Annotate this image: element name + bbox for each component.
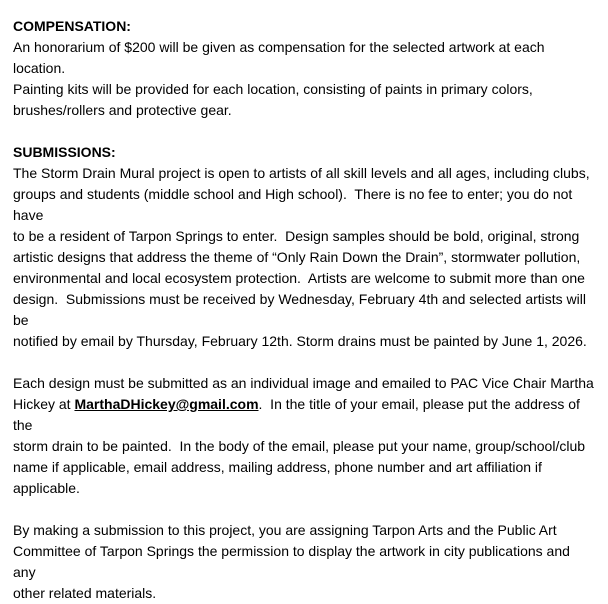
text-line: brushes/rollers and protective gear. — [13, 102, 232, 118]
submissions-heading: SUBMISSIONS: — [13, 144, 116, 160]
paragraph-spacer — [13, 352, 594, 373]
email-paragraph — [13, 373, 594, 499]
text-segment: Hickey at — [13, 396, 75, 412]
text-line: to be a resident of Tarpon Springs to enter. Design samples should be bold, original, strong — [13, 228, 580, 244]
text-line: Each design must be submitted as an individual image and emailed to PAC Vice Chair Martha — [13, 375, 594, 391]
paragraph-spacer — [13, 121, 594, 142]
text-line — [13, 394, 594, 436]
compensation-heading: COMPENSATION: — [13, 18, 131, 34]
compensation-paragraph — [13, 37, 594, 121]
text-line: The Storm Drain Mural project is open to artists of all skill levels and all ages, including clubs, — [13, 165, 590, 181]
text-line: By making a submission to this project, you are assigning Tarpon Arts and the Public Art — [13, 522, 557, 538]
text-line: groups and students (middle school and High school). There is no fee to enter; you do not have — [13, 186, 577, 223]
text-line: other related materials. — [13, 585, 157, 601]
text-line: Committee of Tarpon Springs the permission to display the artwork in city publications and any — [13, 543, 574, 580]
text-line: An honorarium of $200 will be given as compensation for the selected artwork at each location. — [13, 39, 549, 76]
text-line: environmental and local ecosystem protection. Artists are welcome to submit more than one — [13, 270, 585, 286]
text-line: design. Submissions must be received by Wednesday, February 4th and selected artists will be — [13, 291, 590, 328]
email-link[interactable]: MarthaDHickey@gmail.com — [74, 396, 259, 412]
text-line: artistic designs that address the theme of “Only Rain Down the Drain”, stormwater pollution, — [13, 249, 581, 265]
text-line: name if applicable, email address, mailing address, phone number and art affiliation if — [13, 459, 542, 475]
submissions-paragraph — [13, 163, 594, 352]
paragraph-spacer — [13, 499, 594, 520]
text-line: Painting kits will be provided for each location, consisting of paints in primary colors, — [13, 81, 533, 97]
text-line: storm drain to be painted. In the body of the email, please put your name, group/school/club — [13, 438, 586, 454]
text-segment: . In the title of your email, please put the address of the — [13, 396, 584, 433]
rights-paragraph — [13, 520, 594, 604]
text-line: notified by email by Thursday, February 12th. Storm drains must be painted by June 1, 2026. — [13, 333, 587, 349]
text-line: applicable. — [13, 480, 80, 496]
